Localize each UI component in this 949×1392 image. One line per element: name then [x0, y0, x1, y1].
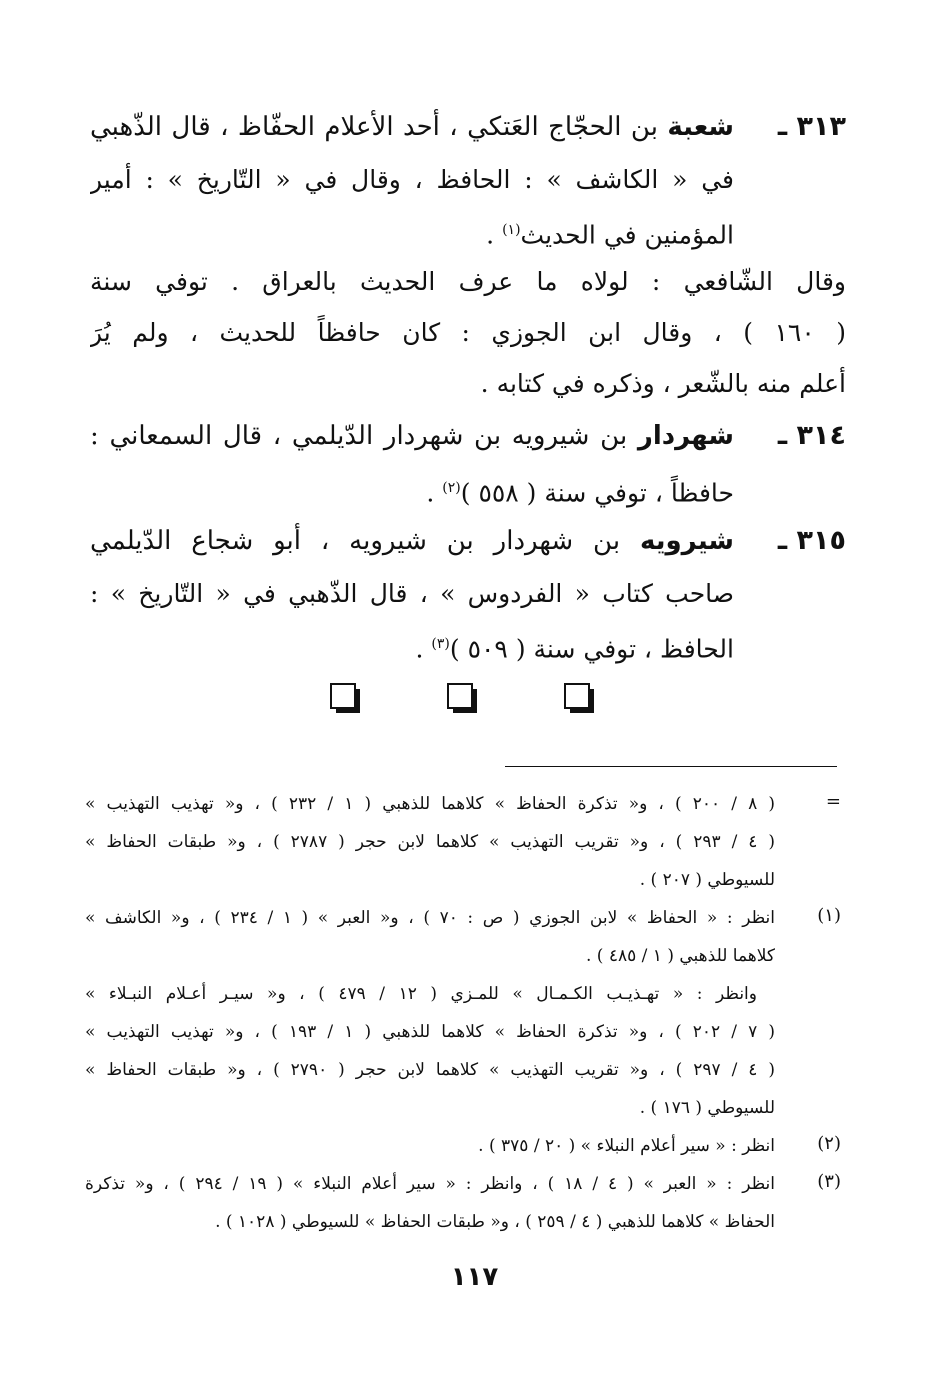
footnote-marker: (٢)	[817, 1133, 841, 1154]
footnote-divider	[505, 766, 837, 767]
square-ornament-icon	[564, 683, 590, 709]
footnote-marker: (٣)	[817, 1171, 841, 1192]
footnote-line: انظر : « الحفاظ » لابن الجوزي ( ص : ٧٠ ) ، و« العبر » ( ١ / ٢٣٤ ) ، و« الكاشف »	[85, 908, 775, 928]
entry-text: حافظاً ، توفي سنة ( ٥٥٨ )	[460, 478, 734, 508]
footnote-line: للسيوطي ( ١٧٦ ) .	[639, 1098, 775, 1118]
footnote-line: انظر : « سير أعلام النبلاء » ( ٢٠ / ٣٧٥ ) .	[478, 1136, 775, 1156]
entry-line	[90, 514, 734, 568]
entry-text: .	[426, 478, 443, 508]
entry-number: ٣١٣ ـ	[777, 111, 846, 142]
entry-314	[90, 409, 846, 514]
entry-text: الحافظ ، توفي سنة ( ٥٠٩ )	[449, 634, 734, 664]
entry-text: .	[415, 634, 432, 664]
entry-313-continued	[90, 256, 846, 409]
entry-315	[90, 514, 846, 670]
entry-line	[90, 154, 734, 205]
footnote-line: انظر : « العبر » ( ٤ / ١٨ ) ، وانظر : « سير أعلام النبلاء » ( ١٩ / ٢٩٤ ) ، و« تذكرة	[85, 1174, 775, 1194]
biography-entries	[90, 100, 846, 670]
entry-313	[90, 100, 846, 256]
footnote-marker: (١)	[817, 905, 841, 926]
footnote-line: للسيوطي ( ٢٠٧ ) .	[639, 870, 775, 890]
entry-line	[90, 409, 734, 463]
entry-text: وقال الشّافعي : لولاه ما عرف الحديث بالعراق . توفي سنة	[90, 267, 846, 296]
entry-name: شيرويه	[639, 526, 734, 556]
entry-text: أعلم منه بالشّعر ، وذكره في كتابه .	[480, 369, 846, 398]
entry-text: ( ١٦٠ ) ، وقال ابن الجوزي : كان حافظاً للحديث ، ولم يُرَ	[90, 318, 846, 347]
footnote-line: ( ٤ / ٢٩٧ ) ، و« تقريب التهذيب » كلاهما لابن حجر ( ٢٧٩٠ ) ، و« طبقات الحفاظ »	[85, 1060, 775, 1080]
entry-line	[90, 463, 734, 514]
square-ornament-icon	[447, 683, 473, 709]
section-ornaments	[330, 683, 590, 723]
entry-text: بن شيرويه بن شهردار الدّيلمي ، قال السمعاني :	[90, 421, 628, 451]
footnote-line: وانظر : « تهـذيـب الكـمـال » للمـزي ( ١٢ / ٤٧٩ ) ، و« سيـر أعـلام النبـلاء »	[85, 984, 757, 1004]
entry-text: صاحب كتاب « الفردوس » ، قال الذّهبي في « التّاريخ » :	[90, 579, 734, 608]
footnote-marker: =	[825, 791, 841, 812]
entry-line	[90, 205, 734, 256]
entry-number: ٣١٥ ـ	[777, 525, 846, 556]
entry-line	[90, 619, 734, 670]
entry-text: في « الكاشف » : الحافظ ، وقال في « التّاريخ » : أمير	[90, 165, 734, 194]
entry-line	[90, 307, 846, 358]
footnote-3	[85, 1165, 845, 1241]
footnote-line: كلاهما للذهبي ( ١ / ٤٨٥ ) .	[586, 946, 775, 966]
footnote-line: ( ٧ / ٢٠٢ ) ، و« تذكرة الحفاظ » كلاهما للذهبي ( ١ / ١٩٣ ) ، و« تهذيب التهذيب »	[85, 1022, 775, 1042]
square-ornament-icon	[330, 683, 356, 709]
page-number: ١١٧	[450, 1262, 499, 1292]
entry-number: ٣١٤ ـ	[777, 420, 846, 451]
footnote-ref[interactable]: (١)	[502, 222, 521, 238]
footnote-ref[interactable]: (٣)	[431, 636, 450, 652]
entry-name: شعبة	[667, 112, 734, 142]
footnotes	[85, 785, 845, 1241]
entry-text: .	[486, 220, 503, 250]
entry-line	[90, 256, 846, 307]
footnote-continued	[85, 785, 845, 899]
entry-name: شهردار	[637, 421, 734, 451]
footnote-ref[interactable]: (٢)	[442, 480, 461, 496]
footnote-line: ( ٤ / ٢٩٣ ) ، و« تقريب التهذيب » كلاهما لابن حجر ( ٢٧٨٧ ) ، و« طبقات الحفاظ »	[85, 832, 775, 852]
footnote-line: ( ٨ / ٢٠٠ ) ، و« تذكرة الحفاظ » كلاهما للذهبي ( ١ / ٢٣٢ ) ، و« تهذيب التهذيب »	[85, 794, 775, 814]
entry-line	[90, 358, 846, 409]
entry-line	[90, 568, 734, 619]
footnote-1	[85, 899, 845, 1127]
entry-text: بن شهردار بن شيرويه ، أبو شجاع الدّيلمي	[90, 526, 621, 556]
entry-text: بن الحجّاج العَتكي ، أحد الأعلام الحفّاظ ، قال الذّهبي	[90, 112, 668, 142]
footnote-2	[85, 1127, 845, 1165]
entry-line	[90, 100, 734, 154]
entry-text: المؤمنين في الحديث	[520, 220, 734, 250]
footnote-line: الحفاظ » كلاهما للذهبي ( ٤ / ٢٥٩ ) ، و« طبقات الحفاظ » للسيوطي ( ١٠٢٨ ) .	[215, 1212, 775, 1232]
